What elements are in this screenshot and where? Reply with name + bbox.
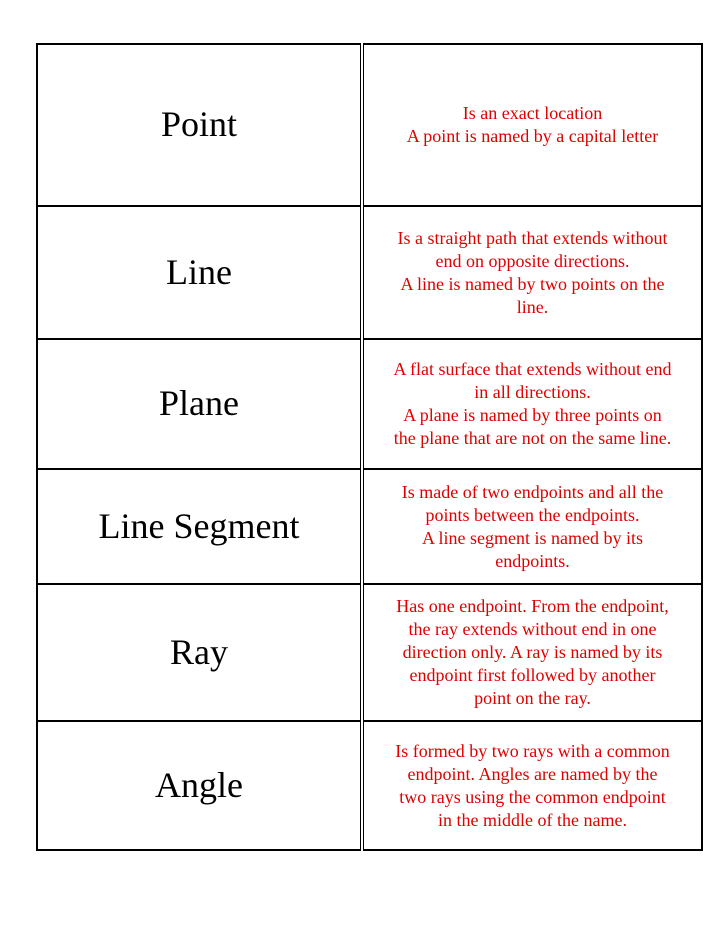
definition-cell bbox=[362, 584, 702, 721]
definition-line: A point is named by a capital letter bbox=[406, 126, 659, 146]
definition-line: Is a straight path that extends without bbox=[397, 227, 668, 248]
definition-line: endpoints. bbox=[495, 550, 570, 571]
term-cell bbox=[37, 721, 362, 850]
definition-line: the plane that are not on the same line. bbox=[393, 428, 672, 448]
definition-cell bbox=[362, 721, 702, 850]
definition-line: the ray extends without end in one bbox=[408, 619, 657, 639]
term-cell bbox=[37, 339, 362, 469]
definition-plane bbox=[364, 358, 701, 450]
card-row-ray bbox=[37, 584, 702, 721]
definition-line: Is made of two endpoints and all the bbox=[401, 481, 664, 502]
definition-line: Is formed by two rays with a common bbox=[395, 740, 670, 761]
definition-line: points between the endpoints. bbox=[425, 504, 640, 525]
term-cell bbox=[37, 584, 362, 721]
definition-ray bbox=[364, 595, 701, 710]
term-angle: Angle bbox=[155, 764, 243, 805]
definition-line: point on the ray. bbox=[474, 688, 591, 708]
card-row-line-segment bbox=[37, 469, 702, 584]
card-row-plane bbox=[37, 339, 702, 469]
definition-cell bbox=[362, 44, 702, 206]
term-cell bbox=[37, 469, 362, 584]
definition-line: in all directions. bbox=[474, 382, 591, 402]
definition-line: A line segment is named by its bbox=[422, 527, 643, 548]
definition-line: A flat surface that extends without end bbox=[393, 359, 672, 379]
card-row-line bbox=[37, 206, 702, 339]
flashcard-table bbox=[36, 43, 703, 851]
card-row-point bbox=[37, 44, 702, 206]
definition-line: endpoint first followed by another bbox=[409, 665, 656, 685]
card-row-angle bbox=[37, 721, 702, 850]
definition-angle bbox=[364, 740, 701, 832]
definition-line: in the middle of the name. bbox=[438, 809, 627, 830]
term-cell bbox=[37, 206, 362, 339]
term-cell bbox=[37, 44, 362, 206]
term-plane: Plane bbox=[159, 383, 239, 424]
definition-cell bbox=[362, 469, 702, 584]
definition-line: direction only. A ray is named by its bbox=[402, 642, 663, 662]
definition-line-card bbox=[364, 227, 701, 319]
term-ray: Ray bbox=[170, 631, 228, 672]
definition-point bbox=[364, 102, 701, 148]
definition-line: A line is named by two points on the bbox=[400, 273, 665, 294]
definition-line: Is an exact location bbox=[462, 103, 603, 123]
definition-line: endpoint. Angles are named by the bbox=[407, 763, 658, 784]
definition-line-segment bbox=[364, 481, 701, 573]
term-point: Point bbox=[160, 104, 238, 145]
definition-cell bbox=[362, 206, 702, 339]
definition-line: A plane is named by three points on bbox=[403, 405, 662, 425]
term-line-segment: Line Segment bbox=[98, 505, 300, 546]
definition-line: Has one endpoint. From the endpoint, bbox=[396, 596, 669, 616]
term-line: Line bbox=[166, 251, 232, 292]
definition-line: end on opposite directions. bbox=[435, 250, 630, 271]
definition-line: two rays using the common endpoint bbox=[399, 786, 666, 807]
definition-cell bbox=[362, 339, 702, 469]
definition-line: line. bbox=[516, 296, 549, 317]
